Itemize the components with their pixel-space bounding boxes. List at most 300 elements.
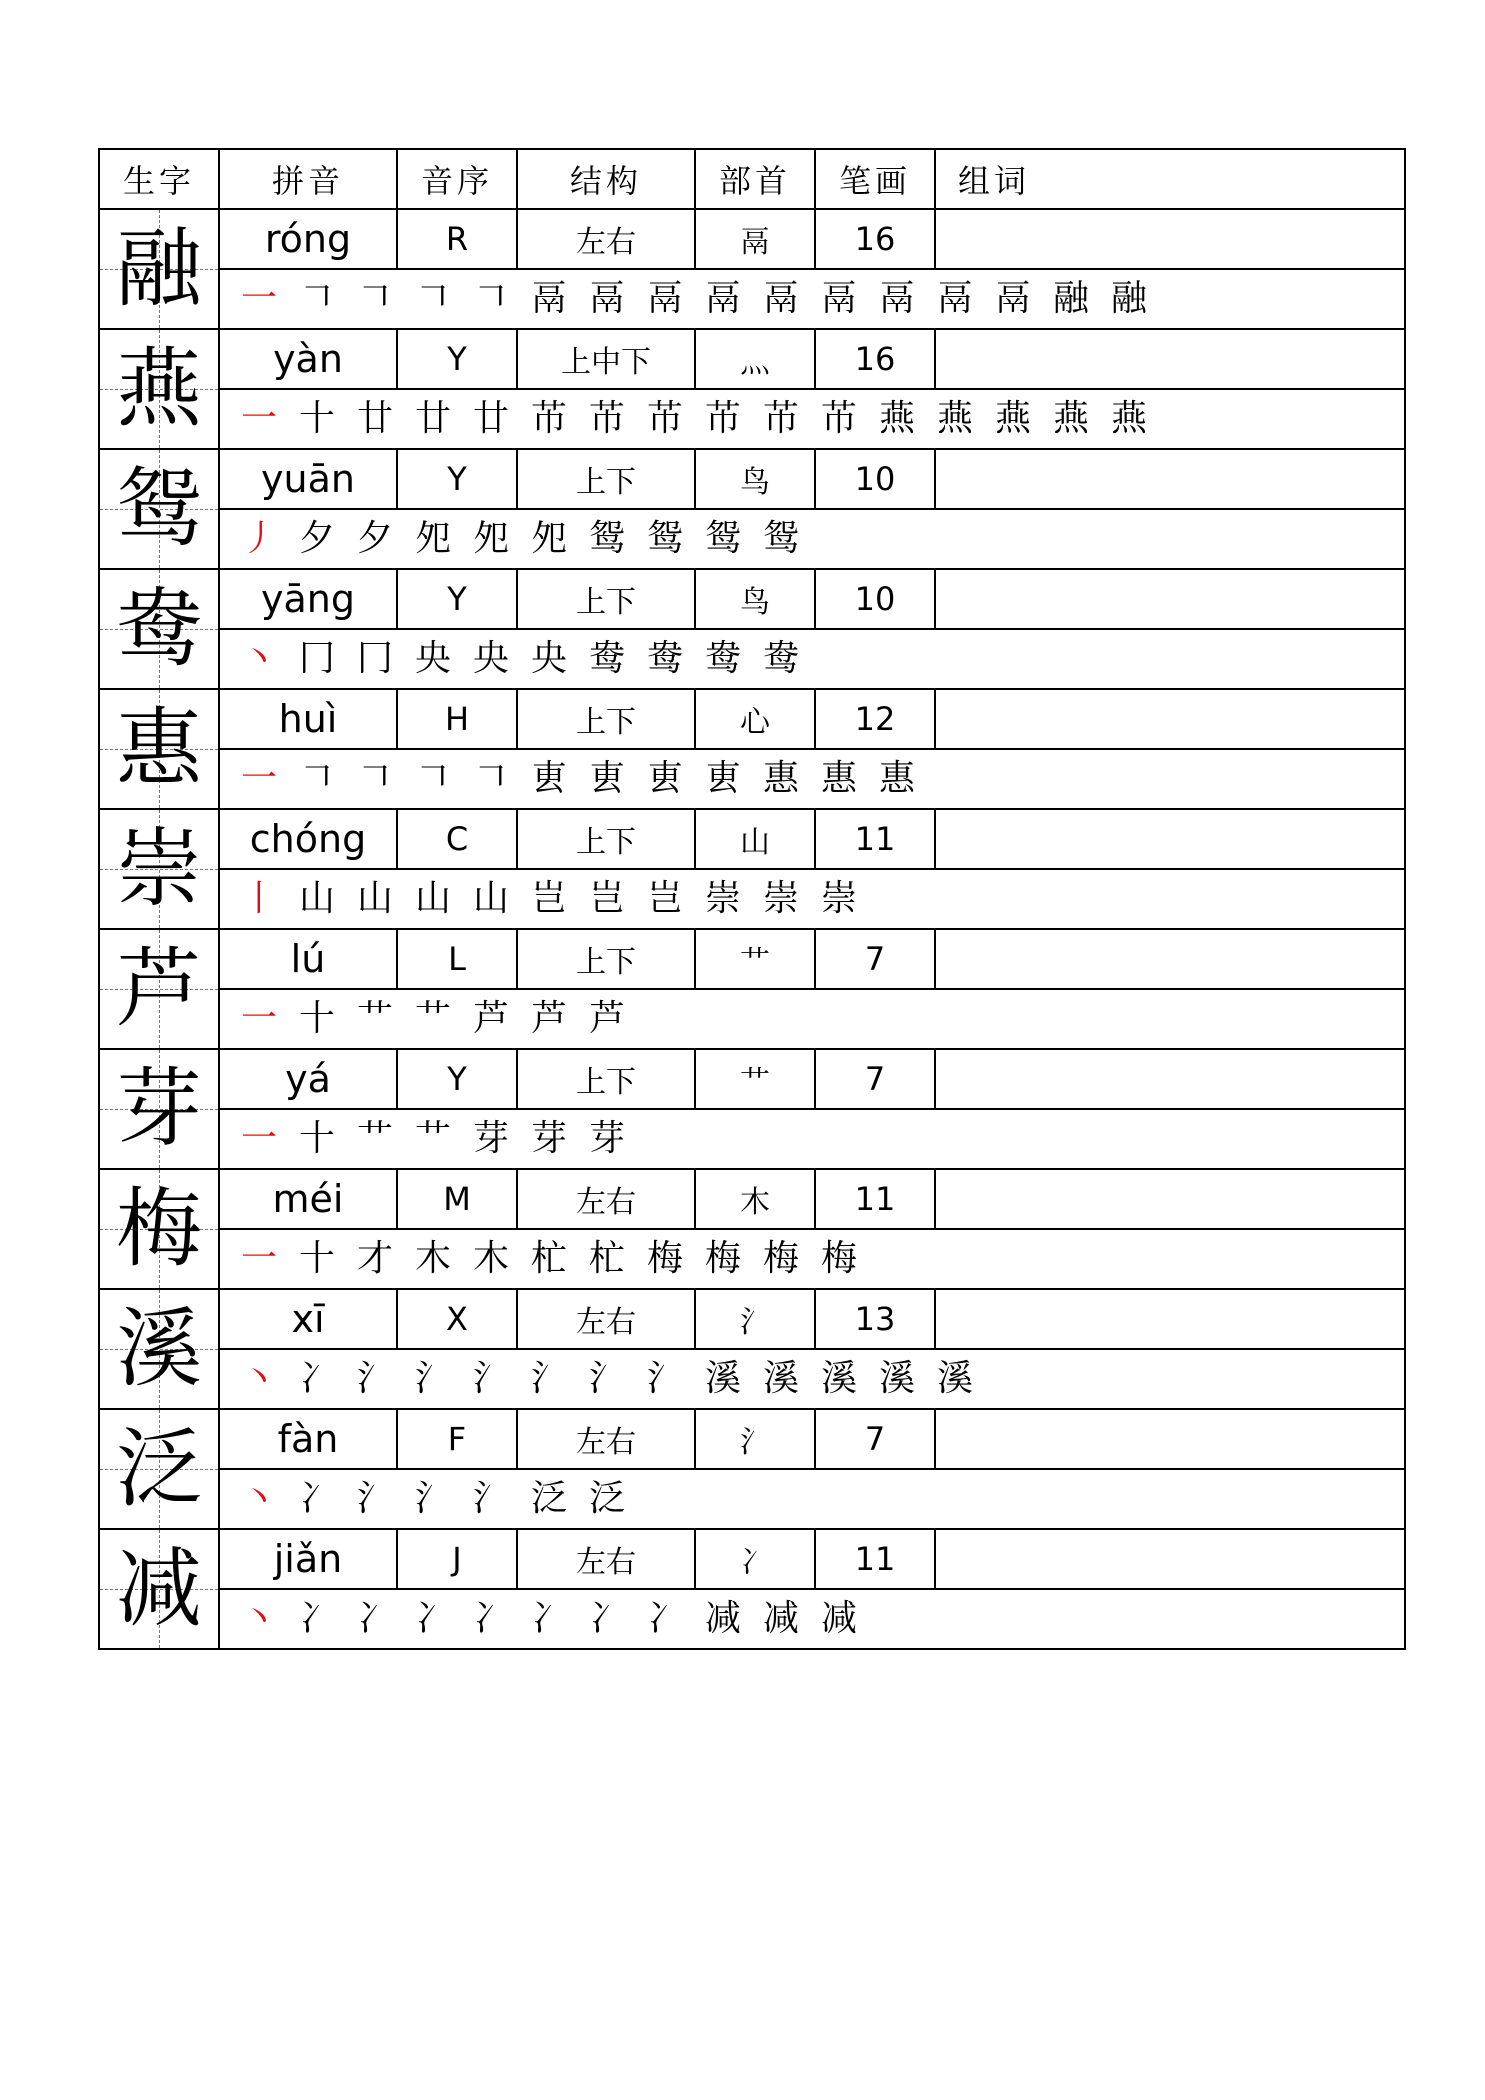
stroke-step-glyph: 芇 [646,398,683,439]
character-glyph: 梅 [116,1179,202,1279]
structure-cell: 上下 [517,1049,695,1109]
stroke-step [404,510,462,568]
stroke-step-glyph: 崇 [762,878,799,919]
stroke-step [520,990,578,1048]
stroke-step-glyph: 山 [356,878,393,919]
stroke-step [1100,390,1158,448]
stroke-step [230,870,288,928]
stroke-step-glyph: 鸯 [646,638,683,679]
stroke-count-cell: 13 [815,1289,935,1349]
stroke-step-glyph: 岂 [588,878,625,919]
stroke-step-glyph: 鬲 [704,278,741,319]
stroke-step [288,1470,346,1528]
stroke-step [230,270,288,328]
structure-cell: 上下 [517,689,695,749]
stroke-step-glyph: 𠃍 [298,758,335,799]
header-word-groups: 组词 [935,149,1405,209]
pinyin-cell: xī [219,1289,397,1349]
stroke-order-cell [219,869,1405,929]
pinyin-cell: lú [219,929,397,989]
stroke-step [462,270,520,328]
stroke-step-glyph: 燕 [936,398,973,439]
stroke-step [926,1350,984,1408]
stroke-step-glyph: 减 [820,1598,857,1639]
radical-cell: 氵 [695,1289,815,1349]
stroke-step-glyph: 杧 [530,1238,567,1279]
stroke-step [752,870,810,928]
character-glyph: 减 [116,1539,202,1639]
stroke-order-row [99,1349,1405,1409]
character-glyph: 融 [116,219,202,319]
stroke-step-glyph: 融 [1110,278,1147,319]
stroke-step [462,990,520,1048]
stroke-step-glyph: 丨 [240,878,277,919]
stroke-step [752,1230,810,1288]
stroke-step-glyph: 艹 [356,1118,393,1159]
character-cell [99,1169,219,1289]
stroke-step-glyph: 𠃍 [356,758,393,799]
word-groups-cell[interactable] [935,929,1405,989]
stroke-step-glyph: 廿 [414,398,451,439]
stroke-step [230,390,288,448]
stroke-step-glyph: 廿 [356,398,393,439]
stroke-step-glyph: 木 [414,1238,451,1279]
stroke-step-glyph: 叀 [588,758,625,799]
stroke-step-glyph: 冫 [472,1598,509,1639]
character-cell [99,1409,219,1529]
character-glyph: 芦 [116,939,202,1039]
stroke-step-glyph: 鸯 [588,638,625,679]
stroke-step-glyph: 山 [414,878,451,919]
stroke-step [694,870,752,928]
word-groups-cell[interactable] [935,449,1405,509]
character-info-row [99,689,1405,749]
stroke-step-glyph: 梅 [646,1238,683,1279]
word-groups-cell[interactable] [935,1169,1405,1229]
word-groups-cell[interactable] [935,1529,1405,1589]
stroke-step-glyph: 丶 [240,638,277,679]
stroke-step [404,390,462,448]
stroke-step-glyph: 鬲 [878,278,915,319]
stroke-step [346,630,404,688]
stroke-order-row [99,989,1405,1049]
stroke-step [636,390,694,448]
word-groups-cell[interactable] [935,689,1405,749]
stroke-step-glyph: 溪 [704,1358,741,1399]
stroke-step [520,630,578,688]
stroke-step-glyph: 梅 [762,1238,799,1279]
character-info-row [99,329,1405,389]
stroke-step [404,1230,462,1288]
stroke-step [636,1590,694,1648]
stroke-step-glyph: 𠃍 [356,278,393,319]
stroke-step [1100,270,1158,328]
stroke-step-glyph: 十 [298,398,335,439]
stroke-step [520,270,578,328]
stroke-step-glyph: 氵 [646,1358,683,1399]
stroke-order-row [99,389,1405,449]
stroke-step [752,270,810,328]
phonetic-order-cell: J [397,1529,517,1589]
stroke-step [694,1590,752,1648]
pinyin-cell: yuān [219,449,397,509]
stroke-step [346,990,404,1048]
stroke-step [346,1590,404,1648]
stroke-step-glyph: 艹 [356,998,393,1039]
stroke-step-glyph: 𠃍 [414,278,451,319]
stroke-step-glyph: 廿 [472,398,509,439]
stroke-step-glyph: 芇 [762,398,799,439]
stroke-step [462,750,520,808]
stroke-order-cell [219,1589,1405,1649]
stroke-step [868,1350,926,1408]
stroke-order-row [99,1109,1405,1169]
stroke-step-glyph: 惠 [878,758,915,799]
pinyin-cell: yāng [219,569,397,629]
pinyin-cell: méi [219,1169,397,1229]
stroke-step [520,1590,578,1648]
stroke-step [288,390,346,448]
stroke-step-glyph: 芇 [704,398,741,439]
stroke-step [404,990,462,1048]
stroke-step [578,1590,636,1648]
stroke-count-cell: 7 [815,1409,935,1469]
stroke-step-glyph: 央 [530,638,567,679]
stroke-step-glyph: 梅 [704,1238,741,1279]
stroke-step-glyph: 木 [472,1238,509,1279]
header-character: 生字 [99,149,219,209]
structure-cell: 上下 [517,569,695,629]
stroke-step [694,390,752,448]
stroke-step-glyph: 溪 [878,1358,915,1399]
radical-cell: 木 [695,1169,815,1229]
character-cell [99,569,219,689]
stroke-step [810,1350,868,1408]
stroke-step-glyph: 𠃍 [414,758,451,799]
pinyin-cell: róng [219,209,397,269]
stroke-step-glyph: 叀 [704,758,741,799]
stroke-order-cell [219,1469,1405,1529]
stroke-step-glyph: 央 [472,638,509,679]
radical-cell: 山 [695,809,815,869]
stroke-step [462,1110,520,1168]
stroke-step [404,750,462,808]
radical-cell: 心 [695,689,815,749]
word-groups-cell[interactable] [935,1409,1405,1469]
stroke-step [462,630,520,688]
phonetic-order-cell: Y [397,449,517,509]
stroke-step-glyph: 鸳 [588,518,625,559]
stroke-step-glyph: 艹 [414,1118,451,1159]
stroke-step [404,870,462,928]
stroke-step-glyph: 鸳 [646,518,683,559]
structure-cell: 左右 [517,1409,695,1469]
stroke-step-glyph: 冫 [298,1478,335,1519]
character-cell [99,209,219,329]
stroke-step-glyph: 𠃍 [472,758,509,799]
stroke-step [520,1230,578,1288]
word-groups-cell[interactable] [935,569,1405,629]
stroke-step [868,390,926,448]
stroke-order-cell [219,749,1405,809]
stroke-step [810,1230,868,1288]
stroke-step [462,510,520,568]
stroke-step [230,750,288,808]
structure-cell: 左右 [517,1529,695,1589]
stroke-step-glyph: 泛 [588,1478,625,1519]
stroke-step-glyph: 丶 [240,1358,277,1399]
stroke-step [636,1350,694,1408]
character-cell [99,449,219,569]
stroke-step [578,270,636,328]
stroke-step-glyph: 冫 [298,1358,335,1399]
stroke-step-glyph: 鬲 [530,278,567,319]
character-info-row [99,209,1405,269]
phonetic-order-cell: Y [397,1049,517,1109]
stroke-step-glyph: 冫 [646,1598,683,1639]
pinyin-cell: jiǎn [219,1529,397,1589]
stroke-step [752,390,810,448]
stroke-step [288,870,346,928]
stroke-step [520,510,578,568]
stroke-step [520,1350,578,1408]
word-groups-cell[interactable] [935,809,1405,869]
stroke-order-cell [219,629,1405,689]
stroke-step-glyph: 惠 [820,758,857,799]
stroke-step [230,990,288,1048]
word-groups-cell[interactable] [935,1049,1405,1109]
stroke-step [578,750,636,808]
stroke-step [578,870,636,928]
character-info-row [99,809,1405,869]
structure-cell: 上下 [517,449,695,509]
stroke-step-glyph: 减 [762,1598,799,1639]
phonetic-order-cell: L [397,929,517,989]
character-table [98,148,1406,1650]
stroke-step-glyph: 一 [240,758,277,799]
stroke-step-glyph: 鬲 [646,278,683,319]
stroke-step-glyph: 鸳 [704,518,741,559]
stroke-step [404,630,462,688]
pinyin-cell: yàn [219,329,397,389]
character-info-row [99,1529,1405,1589]
stroke-count-cell: 10 [815,449,935,509]
stroke-count-cell: 11 [815,1169,935,1229]
stroke-step-glyph: 夗 [414,518,451,559]
stroke-order-cell [219,989,1405,1049]
stroke-step [346,270,404,328]
stroke-step-glyph: 岂 [530,878,567,919]
word-groups-cell[interactable] [935,329,1405,389]
character-info-row [99,1049,1405,1109]
stroke-step-glyph: 艹 [414,998,451,1039]
stroke-step [230,1110,288,1168]
stroke-step [230,1590,288,1648]
pinyin-cell: huì [219,689,397,749]
stroke-step [578,990,636,1048]
stroke-step [810,390,868,448]
radical-cell: 艹 [695,1049,815,1109]
stroke-step-glyph: 叀 [646,758,683,799]
stroke-step-glyph: 氵 [472,1478,509,1519]
stroke-step-glyph: 鬲 [588,278,625,319]
stroke-step-glyph: 燕 [878,398,915,439]
stroke-step-glyph: 芇 [530,398,567,439]
stroke-step-glyph: 氵 [472,1358,509,1399]
stroke-step-glyph: 燕 [1052,398,1089,439]
stroke-step [346,1470,404,1528]
stroke-step-glyph: 燕 [994,398,1031,439]
stroke-step-glyph: 芦 [530,998,567,1039]
stroke-step [462,1230,520,1288]
stroke-step [868,270,926,328]
stroke-step [346,390,404,448]
character-cell [99,689,219,809]
phonetic-order-cell: F [397,1409,517,1469]
stroke-step [578,1350,636,1408]
stroke-step [404,1590,462,1648]
stroke-step-glyph: 崇 [820,878,857,919]
phonetic-order-cell: X [397,1289,517,1349]
stroke-order-row [99,509,1405,569]
stroke-step-glyph: 鬲 [820,278,857,319]
stroke-step [346,870,404,928]
stroke-step [346,1110,404,1168]
character-glyph: 鸯 [116,579,202,679]
stroke-count-cell: 11 [815,1529,935,1589]
stroke-step [636,1230,694,1288]
stroke-step [578,1470,636,1528]
stroke-step-glyph: 鬲 [936,278,973,319]
stroke-step-glyph: 溪 [820,1358,857,1399]
stroke-step [520,750,578,808]
stroke-step [636,630,694,688]
stroke-step [346,1350,404,1408]
stroke-count-cell: 7 [815,929,935,989]
stroke-step-glyph: 冫 [356,1598,393,1639]
stroke-order-cell [219,1109,1405,1169]
stroke-step-glyph: 氵 [530,1358,567,1399]
stroke-step [694,1230,752,1288]
stroke-step-glyph: 杧 [588,1238,625,1279]
stroke-step-glyph: 氵 [414,1478,451,1519]
stroke-order-row [99,629,1405,689]
radical-cell: 艹 [695,929,815,989]
stroke-step-glyph: 山 [472,878,509,919]
stroke-step [578,1230,636,1288]
character-cell [99,1529,219,1649]
stroke-step-glyph: 冫 [530,1598,567,1639]
stroke-step [462,1350,520,1408]
word-groups-cell[interactable] [935,1289,1405,1349]
structure-cell: 上下 [517,809,695,869]
stroke-order-cell [219,389,1405,449]
stroke-step [288,750,346,808]
structure-cell: 上下 [517,929,695,989]
stroke-step-glyph: 冂 [356,638,393,679]
radical-cell: 氵 [695,1409,815,1469]
stroke-step-glyph: 鬲 [762,278,799,319]
stroke-step [230,1470,288,1528]
stroke-step [752,630,810,688]
stroke-step [636,750,694,808]
stroke-step-glyph: 一 [240,1118,277,1159]
stroke-step [520,1110,578,1168]
stroke-order-cell [219,509,1405,569]
header-pinyin: 拼音 [219,149,397,209]
character-info-row [99,1169,1405,1229]
stroke-step-glyph: 氵 [356,1358,393,1399]
header-stroke-count: 笔画 [815,149,935,209]
stroke-step [578,390,636,448]
stroke-step-glyph: 崇 [704,878,741,919]
stroke-count-cell: 16 [815,209,935,269]
stroke-count-cell: 10 [815,569,935,629]
stroke-order-row [99,749,1405,809]
stroke-step-glyph: 氵 [588,1358,625,1399]
stroke-step-glyph: 芽 [588,1118,625,1159]
pinyin-cell: fàn [219,1409,397,1469]
stroke-step [288,270,346,328]
header-row [99,149,1405,209]
stroke-step-glyph: 𠃍 [298,278,335,319]
stroke-step [926,270,984,328]
radical-cell: 冫 [695,1529,815,1589]
stroke-step-glyph: 鸳 [762,518,799,559]
stroke-step-glyph: 一 [240,998,277,1039]
stroke-step [346,1230,404,1288]
stroke-step [636,870,694,928]
word-groups-cell[interactable] [935,209,1405,269]
stroke-step-glyph: 氵 [356,1478,393,1519]
stroke-step-glyph: 𠃍 [472,278,509,319]
stroke-step-glyph: 溪 [936,1358,973,1399]
structure-cell: 上中下 [517,329,695,389]
stroke-step [404,270,462,328]
stroke-order-cell [219,1349,1405,1409]
stroke-step [346,510,404,568]
character-info-row [99,1289,1405,1349]
stroke-step-glyph: 十 [298,1238,335,1279]
pinyin-cell: chóng [219,809,397,869]
stroke-step [288,630,346,688]
stroke-step [984,270,1042,328]
stroke-step-glyph: 夗 [472,518,509,559]
stroke-step [984,390,1042,448]
stroke-step [288,1350,346,1408]
stroke-order-row [99,1469,1405,1529]
stroke-step-glyph: 夕 [356,518,393,559]
phonetic-order-cell: R [397,209,517,269]
character-cell [99,809,219,929]
stroke-step-glyph: 央 [414,638,451,679]
pinyin-cell: yá [219,1049,397,1109]
stroke-step [288,1590,346,1648]
stroke-step-glyph: 梅 [820,1238,857,1279]
phonetic-order-cell: C [397,809,517,869]
stroke-order-cell [219,1229,1405,1289]
stroke-step [752,1590,810,1648]
stroke-step-glyph: 丿 [240,518,277,559]
stroke-step-glyph: 十 [298,1118,335,1159]
stroke-step [578,630,636,688]
stroke-order-row [99,1589,1405,1649]
stroke-step [230,510,288,568]
stroke-step-glyph: 鬲 [994,278,1031,319]
stroke-step [694,1350,752,1408]
stroke-step [926,390,984,448]
stroke-step [1042,270,1100,328]
